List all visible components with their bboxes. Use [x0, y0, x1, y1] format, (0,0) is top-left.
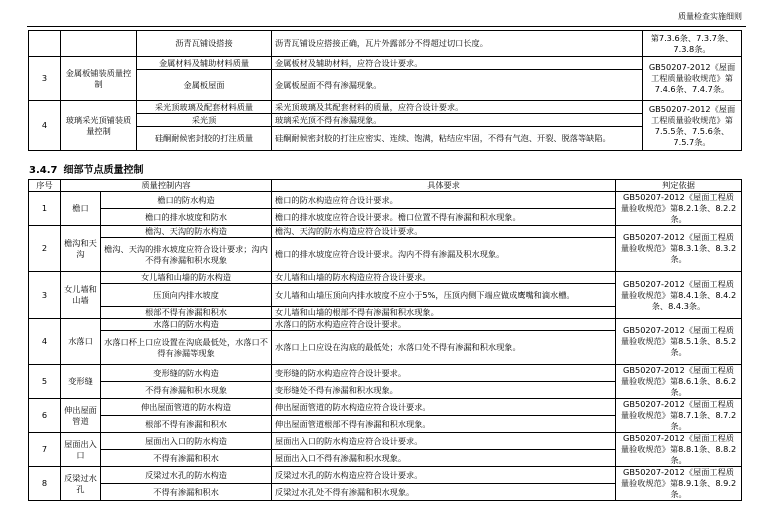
table-row	[29, 319, 742, 331]
table-row	[29, 226, 742, 238]
requirement-cell: 变形缝的防水构造应符合设计要求。	[272, 365, 616, 382]
page-header	[27, 6, 746, 27]
seq-cell: 3	[29, 272, 61, 319]
category-cell: 金属板铺装质量控制	[61, 57, 137, 101]
basis-cell: GB50207-2012《屋面工程质量验收规范》第8.9.1条、8.9.2条。	[616, 467, 742, 501]
node-name-cell: 檐口	[61, 192, 101, 226]
requirement-cell: 女儿墙和山墙的防水构造应符合设计要求。	[272, 272, 616, 284]
basis-cell: GB50207-2012《屋面工程质量验收规范》第7.5.5条、7.5.6条、7.5.7条。	[643, 101, 742, 151]
table-row	[29, 433, 742, 450]
table-row	[29, 101, 742, 114]
table-row	[29, 31, 742, 57]
seq-cell: 7	[29, 433, 61, 467]
node-name-cell: 屋面出入口	[61, 433, 101, 467]
header-requirement: 具体要求	[272, 180, 616, 192]
header-basis: 判定依据	[616, 180, 742, 192]
table-header-row	[29, 180, 742, 192]
item-cell: 檐口的排水坡度和防水	[101, 209, 272, 226]
running-title: 质量检查实施细则	[678, 12, 742, 21]
seq-cell: 1	[29, 192, 61, 226]
node-name-cell: 檐沟和天沟	[61, 226, 101, 272]
section-heading	[29, 161, 149, 176]
item-cell: 硅酮耐候密封胶的打注质量	[137, 127, 272, 151]
requirement-cell: 水落口上口应设在沟底的最低处；水落口处不得有渗漏和积水现象。	[272, 331, 616, 365]
top-quality-table	[28, 30, 742, 151]
item-cell: 反梁过水孔的防水构造	[101, 467, 272, 484]
item-cell: 不得有渗漏和积水	[101, 484, 272, 501]
table-row	[29, 272, 742, 284]
table-row	[29, 192, 742, 209]
requirement-cell: 硅酮耐候密封胶的打注应密实、连续、饱满，粘结应牢固，不得有气泡、开裂、脱落等缺陷。	[272, 127, 643, 151]
item-cell: 水落口的防水构造	[101, 319, 272, 331]
requirement-cell: 沥青瓦铺设应搭接正确，瓦片外露部分不得超过切口长度。	[272, 31, 643, 57]
node-name-cell: 伸出屋面管道	[61, 399, 101, 433]
seq-cell: 3	[29, 57, 61, 101]
seq-cell: 8	[29, 467, 61, 501]
item-cell: 根部不得有渗漏和积水	[101, 416, 272, 433]
requirement-cell: 屋面出入口的防水构造应符合设计要求。	[272, 433, 616, 450]
detail-node-quality-table	[28, 179, 742, 501]
seq-cell: 6	[29, 399, 61, 433]
requirement-cell: 檐口的排水坡度应符合设计要求。檐口位置不得有渗漏和积水现象。	[272, 209, 616, 226]
category-cell: 玻璃采光顶铺装质量控制	[61, 101, 137, 151]
requirement-cell: 檐口的防水构造应符合设计要求。	[272, 192, 616, 209]
seq-cell	[29, 31, 61, 57]
requirement-cell: 女儿墙和山墙压顶向内排水坡度不应小于5%，压顶内侧下端应做成鹰嘴和滴水槽。	[272, 284, 616, 307]
item-cell: 压顶向内排水坡度	[101, 284, 272, 307]
seq-cell: 5	[29, 365, 61, 399]
item-cell: 檐沟、天沟的排水坡度应符合设计要求；沟内不得有渗漏和积水现象	[101, 238, 272, 272]
basis-cell: GB50207-2012《屋面工程质量验收规范》第8.8.1条、8.8.2条。	[616, 433, 742, 467]
item-cell: 采光顶玻璃及配套材料质量	[137, 101, 272, 114]
requirement-cell: 采光顶玻璃及其配套材料的质量，应符合设计要求。	[272, 101, 643, 114]
section-number: 3.4.7	[29, 165, 58, 176]
item-cell: 变形缝的防水构造	[101, 365, 272, 382]
seq-cell: 2	[29, 226, 61, 272]
requirement-cell: 反梁过水孔处不得有渗漏和积水现象。	[272, 484, 616, 501]
node-name-cell: 变形缝	[61, 365, 101, 399]
item-cell: 屋面出入口的防水构造	[101, 433, 272, 450]
basis-cell: GB50207-2012《屋面工程质量验收规范》第8.2.1条、8.2.2条。	[616, 192, 742, 226]
basis-cell: GB50207-2012《屋面工程质量验收规范》第8.6.1条、8.6.2条。	[616, 365, 742, 399]
item-cell: 金属板屋面	[137, 70, 272, 101]
node-name-cell: 反梁过水孔	[61, 467, 101, 501]
requirement-cell: 金属板屋面不得有渗漏现象。	[272, 70, 643, 101]
item-cell: 女儿墙和山墙的防水构造	[101, 272, 272, 284]
requirement-cell: 女儿墙和山墙的根部不得有渗漏和积水现象。	[272, 307, 616, 319]
table-row	[29, 399, 742, 416]
requirement-cell: 水落口的防水构造应符合设计要求。	[272, 319, 616, 331]
item-cell: 不得有渗漏和积水现象	[101, 382, 272, 399]
item-cell: 金属材料及辅助材料质量	[137, 57, 272, 70]
category-cell	[61, 31, 137, 57]
requirement-cell: 反梁过水孔的防水构造应符合设计要求。	[272, 467, 616, 484]
requirement-cell: 金属板材及辅助材料，应符合设计要求。	[272, 57, 643, 70]
requirement-cell: 檐口的排水坡度应符合设计要求。沟内不得有渗漏及积水现象。	[272, 238, 616, 272]
requirement-cell: 伸出屋面管道的防水构造应符合设计要求。	[272, 399, 616, 416]
basis-cell: GB50207-2012《屋面工程质量验收规范》第8.3.1条、8.3.2条。	[616, 226, 742, 272]
requirement-cell: 玻璃采光顶不得有渗漏现象。	[272, 114, 643, 127]
item-cell: 不得有渗漏和积水	[101, 450, 272, 467]
table-row	[29, 365, 742, 382]
requirement-cell: 伸出屋面管道根部不得有渗漏和积水现象。	[272, 416, 616, 433]
basis-cell: GB50207-2012《屋面工程质量验收规范》第8.7.1条、8.7.2条。	[616, 399, 742, 433]
table-row	[29, 57, 742, 70]
node-name-cell: 水落口	[61, 319, 101, 365]
seq-cell: 4	[29, 101, 61, 151]
item-cell: 沥青瓦铺设搭接	[137, 31, 272, 57]
requirement-cell: 变形缝处不得有渗漏和积水现象。	[272, 382, 616, 399]
basis-cell: GB50207-2012《屋面工程质量验收规范》第7.4.6条、7.4.7条。	[643, 57, 742, 101]
item-cell: 采光顶	[137, 114, 272, 127]
section-title: 细部节点质量控制	[63, 165, 144, 176]
item-cell: 檐沟、天沟的防水构造	[101, 226, 272, 238]
basis-cell: GB50207-2012《屋面工程质量验收规范》第8.5.1条、8.5.2条。	[616, 319, 742, 365]
basis-cell: GB50207-2012《屋面工程质量验收规范》第8.4.1条、8.4.2条、8.4.3条。	[616, 272, 742, 319]
item-cell: 根部不得有渗漏和积水	[101, 307, 272, 319]
seq-cell: 4	[29, 319, 61, 365]
header-seq: 序号	[29, 180, 61, 192]
table-row	[29, 467, 742, 484]
item-cell: 伸出屋面管道的防水构造	[101, 399, 272, 416]
requirement-cell: 屋面出入口不得有渗漏和积水现象。	[272, 450, 616, 467]
header-content: 质量控制内容	[61, 180, 272, 192]
requirement-cell: 檐沟、天沟的防水构造应符合设计要求。	[272, 226, 616, 238]
basis-cell: 第7.3.6条、7.3.7条、7.3.8条。	[643, 31, 742, 57]
item-cell: 檐口的防水构造	[101, 192, 272, 209]
node-name-cell: 女儿墙和山墙	[61, 272, 101, 319]
item-cell: 水落口杯上口应设置在沟底最低处，水落口不得有渗漏等现象	[101, 331, 272, 365]
